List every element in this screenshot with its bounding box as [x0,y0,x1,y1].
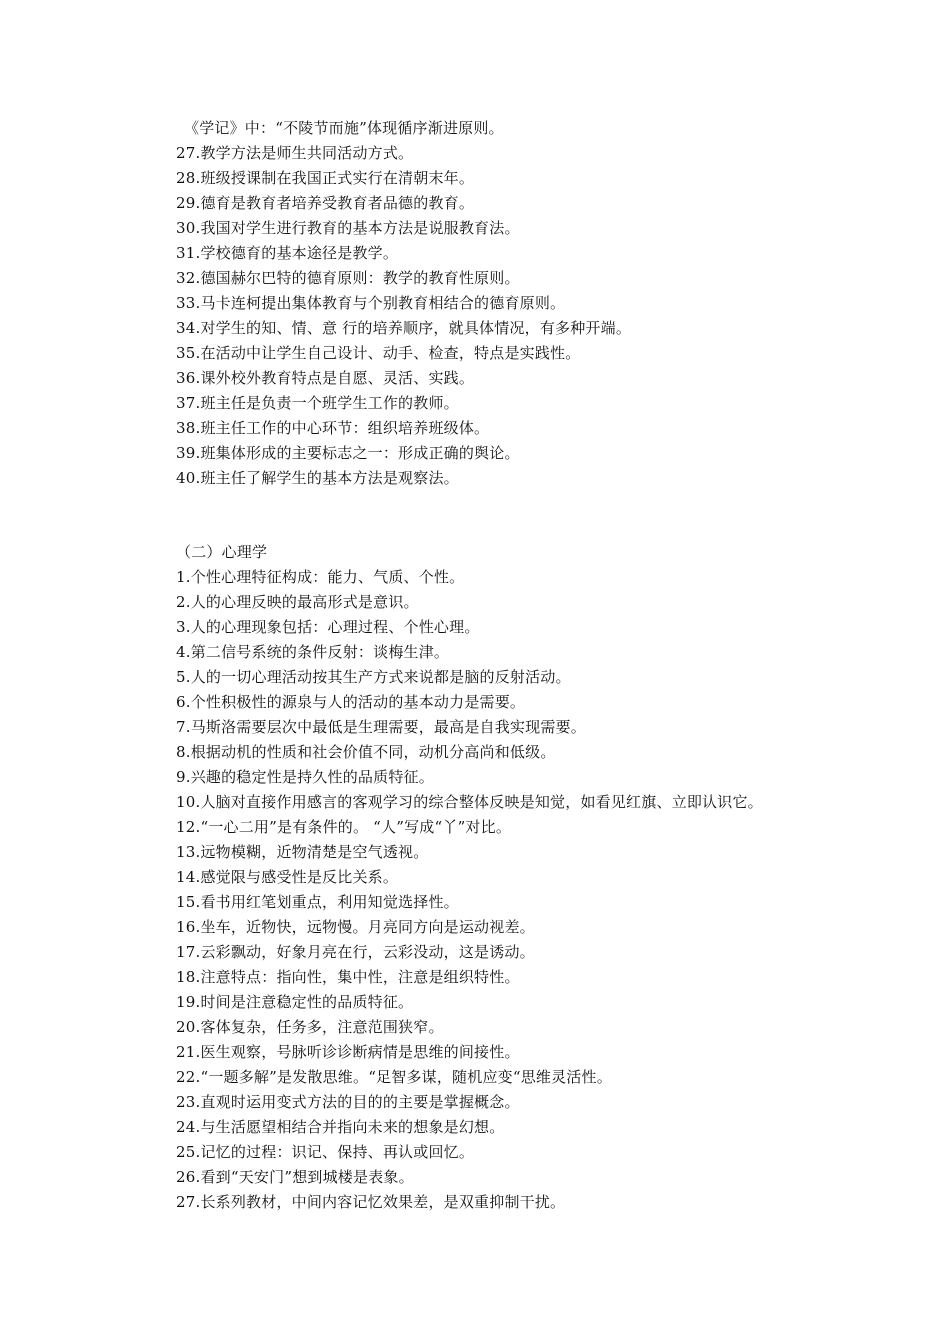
list-item: 39.班集体形成的主要标志之一：形成正确的舆论。 [176,444,520,462]
list-item: 22.“一题多解”是发散思维。“足智多谋，随机应变“思维灵活性。 [176,1068,612,1086]
list-item: 7.马斯洛需要层次中最低是生理需要，最高是自我实现需要。 [176,718,586,736]
list-item: 35.在活动中让学生自己设计、动手、检查，特点是实践性。 [176,344,581,362]
list-item: 34.对学生的知、情、意 行的培养顺序，就具体情况，有多种开端。 [176,319,632,337]
list-item: 13.远物模糊，近物清楚是空气透视。 [176,843,429,861]
list-item: 27.长系列教材，中间内容记忆效果差，是双重抑制干扰。 [176,1193,566,1211]
list-item: 19.时间是注意稳定性的品质特征。 [176,993,414,1011]
list-item: 15.看书用红笔划重点，利用知觉选择性。 [176,893,459,911]
list-item: 14.感觉限与感受性是反比关系。 [176,868,399,886]
list-item: 4.第二信号系统的条件反射：谈梅生津。 [176,643,450,661]
list-item: 10.人脑对直接作用感言的客观学习的综合整体反映是知觉，如看见红旗、立即认识它。 [176,793,763,811]
list-item: 36.课外校外教育特点是自愿、灵活、实践。 [176,369,475,387]
list-item: 33.马卡连柯提出集体教育与个别教育相结合的德育原则。 [176,294,566,312]
list-item: 25.记忆的过程：识记、保持、再认或回忆。 [176,1143,475,1161]
list-item: 29.德育是教育者培养受教育者品德的教育。 [176,194,475,212]
list-item: 31.学校德育的基本途径是教学。 [176,244,399,262]
list-item: 17.云彩飘动，好象月亮在行，云彩没动，这是诱动。 [176,943,535,961]
list-item: 8.根据动机的性质和社会价值不同，动机分高尚和低级。 [176,743,556,761]
list-item: 5.人的一切心理活动按其生产方式来说都是脑的反射活动。 [176,668,571,686]
list-item: 18.注意特点：指向性，集中性，注意是组织特性。 [176,968,520,986]
list-item: 26.看到“天安门”想到城楼是表象。 [176,1168,414,1186]
list-item: 2.人的心理反映的最高形式是意识。 [176,593,419,611]
list-item: 9.兴趣的稳定性是持久性的品质特征。 [176,768,434,786]
list-item: 3.人的心理现象包括：心理过程、个性心理。 [176,618,480,636]
list-item: 37.班主任是负责一个班学生工作的教师。 [176,394,459,412]
list-item: 38.班主任工作的中心环节：组织培养班级体。 [176,419,490,437]
psychology-section [176,540,916,1215]
list-item: 12.“一心二用”是有条件的。 “人”写成“丫”对比。 [176,818,512,836]
list-item: 23.直观时运用变式方法的目的的主要是掌握概念。 [176,1093,520,1111]
list-item: 24.与生活愿望相结合并指向未来的想象是幻想。 [176,1118,505,1136]
list-item: 1.个性心理特征构成：能力、气质、个性。 [176,568,465,586]
list-item: 40.班主任了解学生的基本方法是观察法。 [176,469,459,487]
list-item: 《学记》中：“不陵节而施”体现循序渐进原则。 [184,119,504,137]
list-item: 16.坐车，近物快，远物慢。月亮同方向是运动视差。 [176,918,535,936]
list-item: 30.我国对学生进行教育的基本方法是说服教育法。 [176,219,520,237]
section-heading: （二）心理学 [176,543,268,561]
list-item: 21.医生观察，号脉听诊诊断病情是思维的间接性。 [176,1043,520,1061]
list-item: 6.个性积极性的源泉与人的活动的基本动力是需要。 [176,693,526,711]
list-item: 27.教学方法是师生共同活动方式。 [176,144,414,162]
list-item: 28.班级授课制在我国正式实行在清朝末年。 [176,169,475,187]
list-item: 20.客体复杂，任务多，注意范围狭窄。 [176,1018,444,1036]
pedagogy-list [176,116,916,491]
list-item: 32.德国赫尔巴特的德育原则：教学的教育性原则。 [176,269,520,287]
